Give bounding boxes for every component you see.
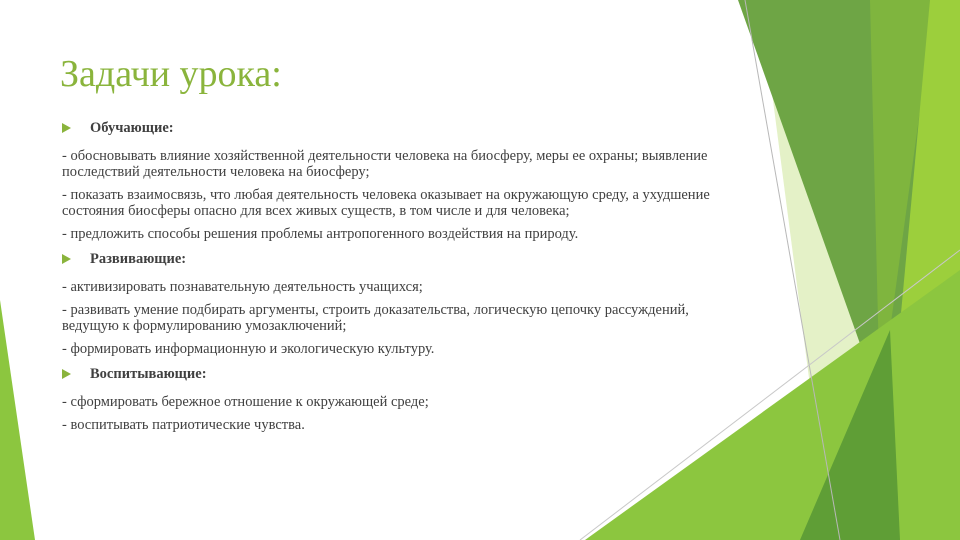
section-heading-developing [60, 249, 710, 269]
slide-title: Задачи урока: [60, 53, 282, 95]
bullet-triangle-icon [62, 369, 71, 379]
section-heading-teaching [60, 118, 710, 138]
list-item: - показать взаимосвязь, что любая деятельность человека оказывает на окружающую среду, а ухудшение состояния биосферы опасно для всех живых существ, в том числе и для человека; [62, 187, 710, 219]
list-item: - сформировать бережное отношение к окружающей среде; [62, 394, 429, 410]
deco-left-sliver [0, 300, 35, 540]
section-heading-label: Развивающие: [90, 251, 187, 267]
tasks-content [60, 118, 710, 440]
section-heading-upbringing [60, 364, 710, 384]
list-item: - активизировать познавательную деятельность учащихся; [62, 279, 423, 295]
list-item: - обосновывать влияние хозяйственной деятельности человека на биосферу, меры ее охраны; выявление последствий деятельности человека на биосферу; [62, 148, 708, 180]
list-item: - предложить способы решения проблемы антропогенного воздействия на природу. [62, 226, 579, 242]
bullet-triangle-icon [62, 123, 71, 133]
section-heading-label: Обучающие: [90, 120, 174, 136]
list-item: - формировать информационную и экологическую культуру. [62, 341, 435, 357]
list-item: - развивать умение подбирать аргументы, строить доказательства, логическую цепочку рассуждений, ведущую к формулированию умозаключений; [62, 302, 689, 334]
section-heading-label: Воспитывающие: [90, 366, 207, 382]
bullet-triangle-icon [62, 254, 71, 264]
list-item: - воспитывать патриотические чувства. [62, 417, 305, 433]
